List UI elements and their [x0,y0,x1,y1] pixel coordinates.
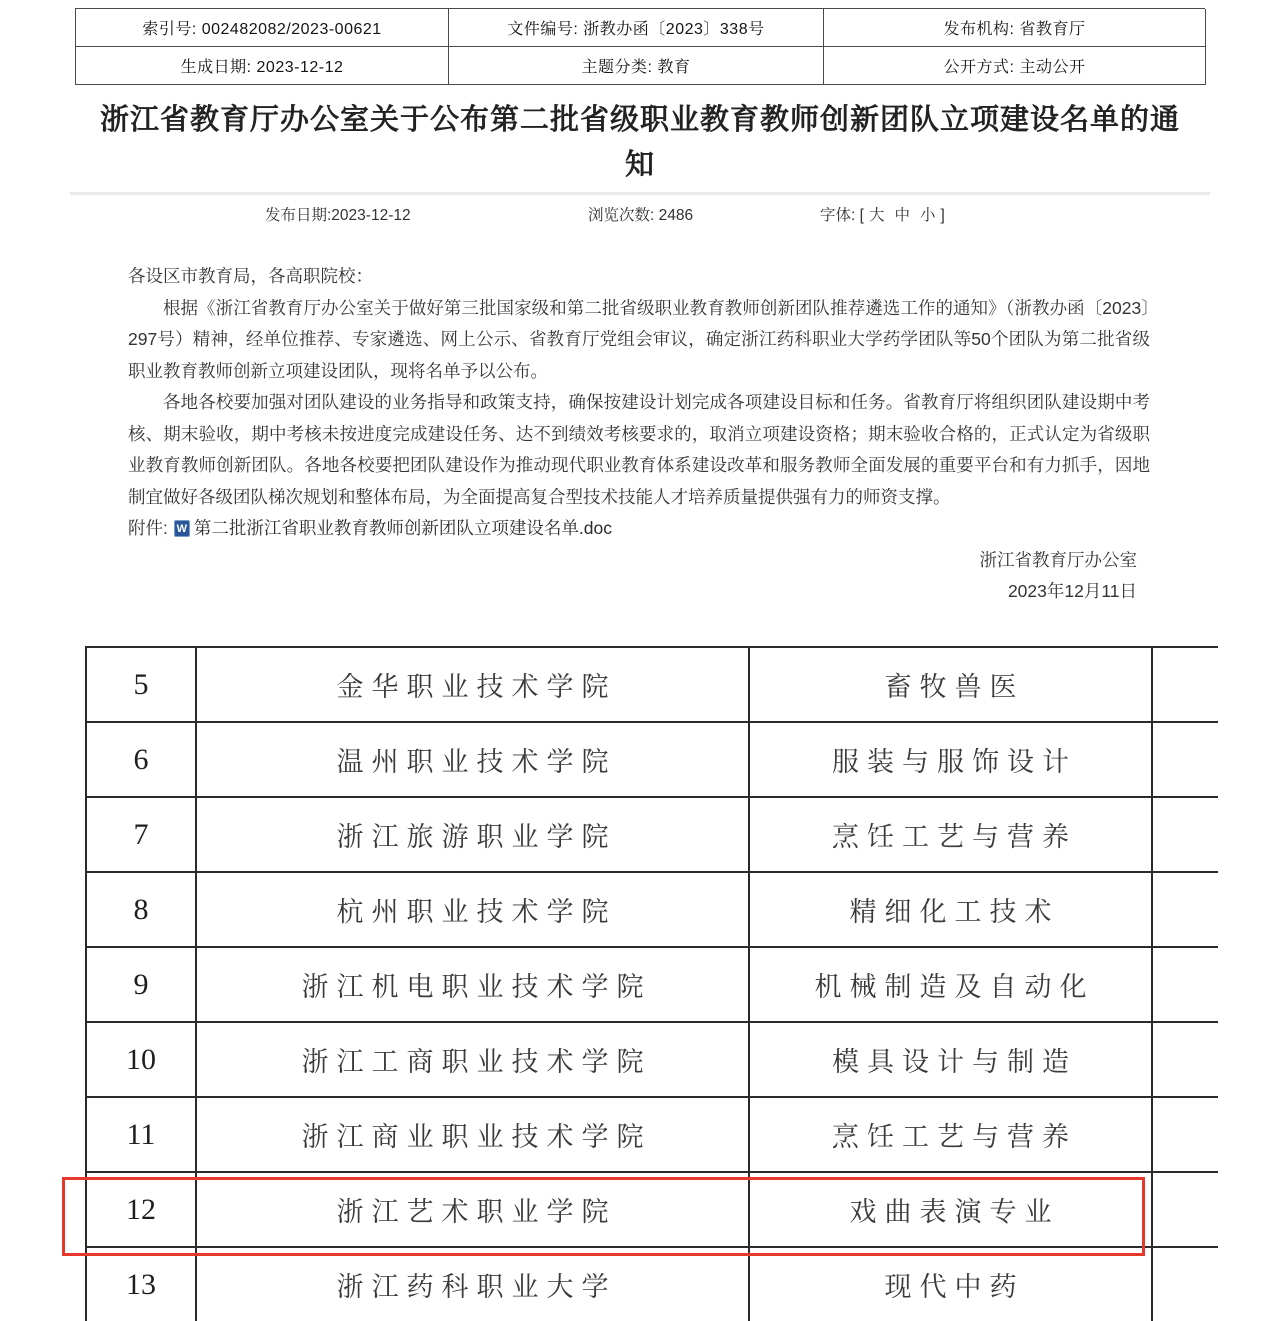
row-school: 浙江旅游职业学院 [195,798,748,871]
salutation: 各设区市教育局，各高职院校： [128,266,373,286]
team-list-table [85,646,1218,1321]
row-number: 6 [85,723,195,796]
row-number: 13 [85,1248,195,1321]
meta-topic-category: 主题分类: 教育 [449,47,824,85]
document-metadata-table [75,8,1205,85]
font-size-label: 字体: [820,207,856,224]
table-row [85,946,1218,1021]
table-row [85,1021,1218,1096]
publish-date: 发布日期:2023-12-12 [265,207,411,224]
row-specialty: 畜牧兽医 [748,648,1153,721]
row-extra-cell [1153,948,1216,1021]
body-paragraph-2: 各地各校要加强对团队建设的业务指导和政策支持，确保按建设计划完成各项建设目标和任务。省教育厅将组织团队建设期中考核、期末验收，期中考核未按进度完成建设任务、达不到绩效考核要求的，取消立项建设资格；期末验收合格的，正式认定为省级职业教育教师创新团队。各地各校要把团队建设作为推动现代职业教育体系建设改革和服务教师全面发展的重要平台和有力抓手，因地制宜做好各级团队梯次规划和整体布局，为全面提高复合型技术技能人才培养质量提供强有力的师资支撑。 [128,392,1150,507]
table-row-clipped [85,1246,1218,1321]
title-divider [70,192,1210,195]
attachment-label: 附件: [128,518,168,538]
signoff-org: 浙江省教育厅办公室 [979,549,1137,570]
row-extra-cell [1153,1173,1216,1246]
row-extra-cell [1153,798,1216,871]
meta-file-number: 文件编号: 浙教办函〔2023〕338号 [449,9,824,47]
meta-issuing-agency: 发布机构: 省教育厅 [824,9,1206,47]
font-size-small[interactable]: 小 [919,207,936,224]
attachment-link[interactable]: 第二批浙江省职业教育教师创新团队立项建设名单.doc [193,518,612,538]
row-school: 杭州职业技术学院 [195,873,748,946]
row-school: 浙江机电职业技术学院 [195,948,748,1021]
signoff-date: 2023年12月11日 [1007,581,1137,601]
row-specialty: 模具设计与制造 [748,1023,1153,1096]
word-doc-icon[interactable] [174,520,190,537]
font-size-control [820,203,945,225]
row-number: 8 [85,873,195,946]
table-row-highlighted [85,1171,1218,1246]
row-extra-cell [1153,648,1216,721]
meta-index-number: 索引号: 002482082/2023-00621 [76,9,449,47]
meta-publicity-mode: 公开方式: 主动公开 [824,47,1206,85]
meta-create-date: 生成日期: 2023-12-12 [76,47,449,85]
body-paragraph-1: 根据《浙江省教育厅办公室关于做好第三批国家级和第二批省级职业教育教师创新团队推荐遴选工作的通知》（浙教办函〔2023〕297号）精神，经单位推荐、专家遴选、网上公示、省教育厅党组会审议，确定浙江药科职业大学药学团队等50个团队为第二批省级职业教育教师创新立项建设团队，现将名单予以公布。 [128,297,1150,381]
table-row [85,871,1218,946]
row-extra-cell [1153,1023,1216,1096]
row-school: 浙江药科职业大学 [195,1248,748,1321]
row-number: 10 [85,1023,195,1096]
row-specialty: 机械制造及自动化 [748,948,1153,1021]
row-number: 5 [85,648,195,721]
publish-meta-row [0,203,1280,229]
row-number: 11 [85,1098,195,1171]
font-size-large[interactable]: 大 [868,207,885,224]
row-specialty: 戏曲表演专业 [748,1173,1153,1246]
row-specialty: 烹饪工艺与营养 [748,1098,1153,1171]
row-school: 金华职业技术学院 [195,648,748,721]
attachment-line [128,513,1150,545]
table-row [85,796,1218,871]
page-title: 浙江省教育厅办公室关于公布第二批省级职业教育教师创新团队立项建设名单的通知 [100,104,1181,181]
row-specialty: 现代中药 [748,1248,1153,1321]
row-extra-cell [1153,873,1216,946]
row-school: 温州职业技术学院 [195,723,748,796]
document-body [128,261,1150,608]
font-size-medium[interactable]: 中 [894,207,910,224]
row-number: 9 [85,948,195,1021]
row-specialty: 精细化工技术 [748,873,1153,946]
view-count: 浏览次数: 2486 [588,207,694,224]
table-row [85,721,1218,796]
table-row [85,1096,1218,1171]
row-extra-cell [1153,723,1216,796]
row-school: 浙江艺术职业学院 [195,1173,748,1246]
row-specialty: 烹饪工艺与营养 [748,798,1153,871]
row-school: 浙江工商职业技术学院 [195,1023,748,1096]
row-extra-cell [1153,1098,1216,1171]
row-extra-cell [1153,1248,1216,1321]
row-school: 浙江商业职业技术学院 [195,1098,748,1171]
row-number: 7 [85,798,195,871]
font-bracket-open: [ [859,207,864,224]
font-bracket-close: ] [940,207,945,224]
row-specialty: 服装与服饰设计 [748,723,1153,796]
table-row [85,646,1218,721]
row-number: 12 [85,1173,195,1246]
